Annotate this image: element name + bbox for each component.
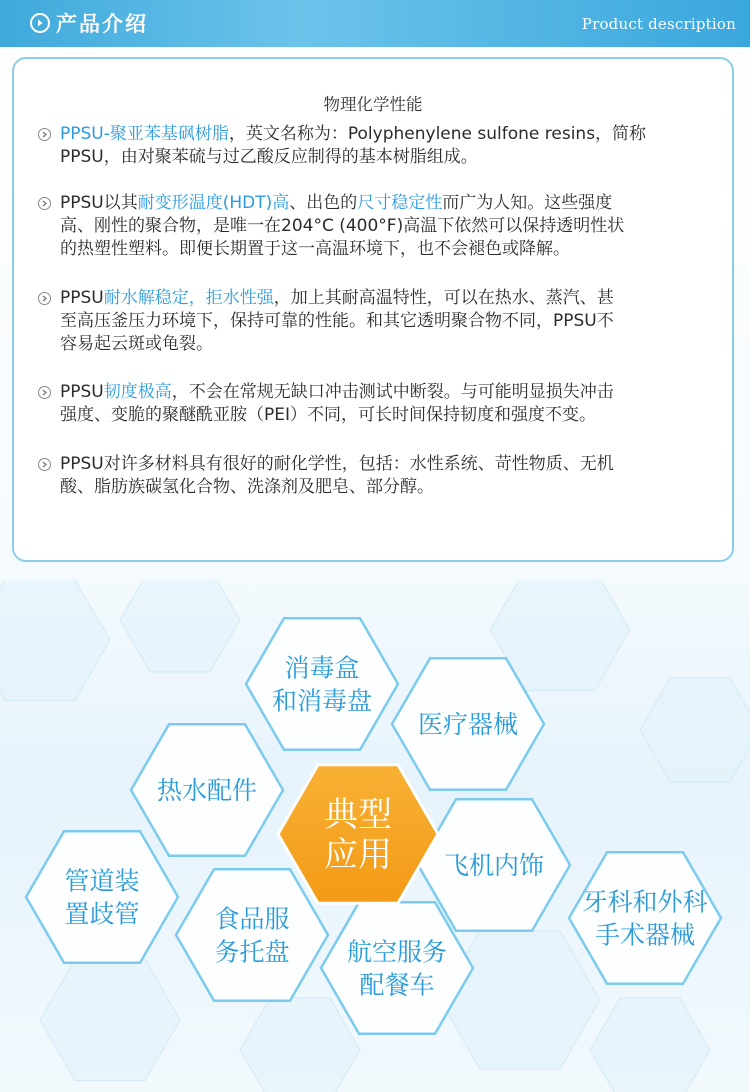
hexagon-label: 航空服务 <box>346 937 448 967</box>
hexagon-label: 飞机内饰 <box>443 851 545 880</box>
hexagon-label: 消毒盒 <box>284 653 360 683</box>
properties-title: 物理化学性能 <box>323 95 423 114</box>
chevron-circle-icon <box>38 386 51 399</box>
paragraph-line <box>60 381 718 404</box>
body-text: PPSU，由对聚苯硫与过乙酸反应制得的基本树脂组成。 <box>60 147 478 167</box>
property-paragraph <box>38 123 718 169</box>
body-text: ，不会在常规无缺口冲击测试中断裂。与可能明显损失冲击 <box>171 382 614 402</box>
paragraph-line <box>60 192 718 215</box>
hexagon-label: 典型 <box>324 795 392 836</box>
background-hexagon <box>590 998 710 1092</box>
background-hexagon <box>40 959 180 1080</box>
paragraph-line <box>60 238 718 261</box>
background-hexagon <box>640 678 750 782</box>
property-paragraph <box>38 192 718 261</box>
paragraph-line <box>60 404 718 427</box>
body-text: 、出色的 <box>289 193 358 213</box>
body-text: 强度、变脆的聚醚酰亚胺（PEI）不同，可长时间保持韧度和强度不变。 <box>60 405 597 425</box>
chevron-circle-icon <box>38 128 51 141</box>
highlight-text: 耐水解稳定，拒水性强 <box>103 288 274 308</box>
hexagon-label: 配餐车 <box>359 970 435 1000</box>
section-title-tab <box>30 7 148 39</box>
paragraph-line <box>60 146 718 169</box>
section-title: 产品介绍 <box>56 12 148 36</box>
body-text: PPSU对许多材料具有很好的耐化学性，包括：水性系统、苛性物质、无机 <box>60 454 614 474</box>
section-subtitle-en: Product description <box>581 15 736 33</box>
paragraph-line <box>60 453 718 476</box>
background-hexagon <box>240 998 360 1092</box>
paragraph-line <box>60 310 718 333</box>
body-text: 至高压釜压力环境下，保持可靠的性能。和其它透明聚合物不同，PPSU不 <box>60 311 614 331</box>
hexagon-label: 牙科和外科 <box>582 887 708 917</box>
hexagon-label: 应用 <box>324 835 392 876</box>
hexagon-label: 务托盘 <box>214 937 290 967</box>
hexagon-label: 置歧管 <box>64 899 140 929</box>
body-text: ，英文名称为：Polyphenylene sulfone resins，简称 <box>228 124 647 144</box>
hexagon-label: 管道装 <box>64 866 140 896</box>
hexagon-label: 热水配件 <box>156 776 258 805</box>
highlight-text: 尺寸稳定性 <box>357 193 443 213</box>
properties-panel <box>12 57 734 562</box>
hexagon-label: 和消毒盘 <box>271 686 373 716</box>
body-text: 容易起云斑或龟裂。 <box>60 334 213 354</box>
hexagon-label: 手术器械 <box>594 920 696 950</box>
paragraph-line <box>60 215 718 238</box>
body-text: ，加上其耐高温特性，可以在热水、蒸汽、甚 <box>273 288 614 308</box>
section-header <box>0 0 750 47</box>
property-paragraph <box>38 453 718 499</box>
body-text: 高、刚性的聚合物，是唯一在204°C (400°F)高温下依然可以保持透明性状 <box>60 216 625 236</box>
chevron-circle-icon <box>38 197 51 210</box>
paragraph-line <box>60 123 718 146</box>
application-hexagon-disinfection <box>246 618 398 750</box>
application-hexagon-pipe <box>26 831 178 963</box>
chevron-circle-icon <box>38 292 51 305</box>
body-text: 而广为人知。这些强度 <box>442 193 613 213</box>
property-paragraph <box>38 287 718 356</box>
highlight-text: 韧度极高 <box>103 382 172 402</box>
application-hexagon-dental <box>569 852 721 984</box>
highlight-text: 耐变形温度(HDT)高 <box>137 193 290 213</box>
play-circle-icon <box>30 13 50 33</box>
body-text: PPSU <box>60 288 104 308</box>
paragraph-line <box>60 333 718 356</box>
body-text: PPSU以其 <box>60 193 138 213</box>
applications-graphic <box>0 580 750 1092</box>
body-text: 的热塑性塑料。即便长期置于这一高温环境下，也不会褪色或降解。 <box>60 239 570 259</box>
paragraph-line <box>60 476 718 499</box>
paragraph-line <box>60 287 718 310</box>
background-hexagon <box>0 580 110 701</box>
property-paragraph <box>38 381 718 427</box>
highlight-text: PPSU-聚亚苯基砜树脂 <box>60 124 229 144</box>
body-text: 酸、脂肪族碳氢化合物、洗涤剂及肥皂、部分醇。 <box>60 477 434 497</box>
chevron-circle-icon <box>38 458 51 471</box>
hexagon-label: 医疗器械 <box>417 710 519 739</box>
hexagon-label: 食品服 <box>214 904 290 934</box>
body-text: PPSU <box>60 382 104 402</box>
application-hexagon-food <box>176 869 328 1001</box>
background-hexagon <box>120 580 240 672</box>
